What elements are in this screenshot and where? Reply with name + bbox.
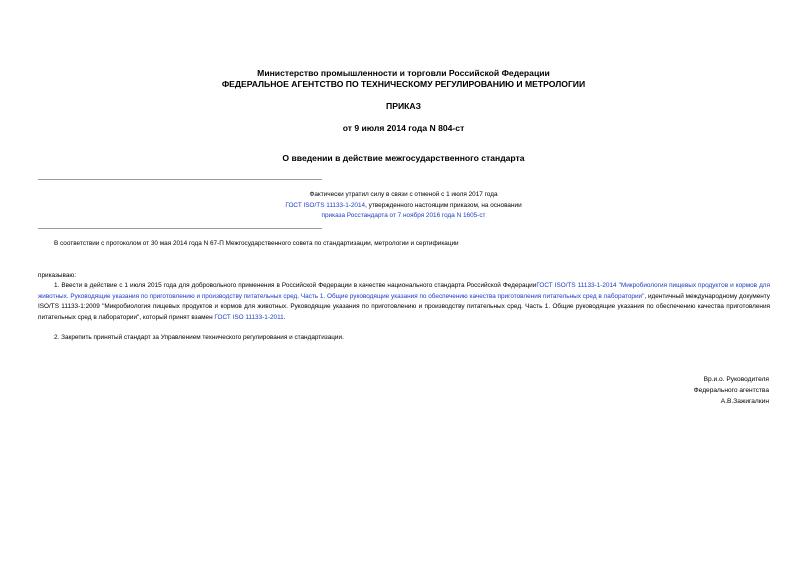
gost-iso-11133-2011-link[interactable]: ГОСТ ISO 11133-1-2011	[214, 313, 284, 321]
date-number: от 9 июля 2014 года N 804-ст	[342, 123, 465, 133]
item-1-text-b: , идентичный международному документу ISO/TS 11133-1:2009 "Микробиология пищевых продуктов и кормов для животных. Руководящие указания по приготовлению и производству питательных сред. Часть 1. Общие руководящие указания по обеспечению качества приготовления питательных сред в лаборатории", который принят взамен	[38, 292, 770, 321]
note-line-2	[0, 201, 807, 211]
agency-title: ФЕДЕРАЛЬНОЕ АГЕНТСТВО ПО ТЕХНИЧЕСКОМУ РЕГУЛИРОВАНИЮ И МЕТРОЛОГИИ	[221, 79, 586, 89]
gost-11133-link[interactable]: ГОСТ ISO/TS 11133-1-2014	[285, 202, 366, 209]
doc-type: ПРИКАЗ	[386, 101, 421, 111]
note-line-3	[0, 211, 807, 221]
signature-line-1: Вр.и.о. Руководителя	[703, 376, 769, 383]
note-line-1: Фактически утратил силу в связи с отменой с 1 июля 2017 года	[309, 191, 498, 198]
document-subject: О введении в действие межгосударственного стандарта	[282, 153, 525, 163]
signature-line-2: Федерального агентства	[693, 387, 769, 394]
signature-name: А.В.Зажигалкин	[720, 398, 769, 405]
item-2: 2. Закрепить принятый стандарт за Управлением технического регулирования и стандартизации.	[54, 334, 344, 341]
preamble: В соответствии с протоколом от 30 мая 2014 года N 67-П Межгосударственного совета по стандартизации, метрологии и сертификации	[54, 240, 459, 247]
item-1-text-c: .	[283, 313, 286, 321]
ministry-title: Министерство промышленности и торговли Российской Федерации	[257, 68, 550, 78]
order-word: приказываю:	[38, 272, 76, 279]
rosstandart-order-link[interactable]: приказа Росстандарта от 7 ноября 2016 года N 1605-ст	[321, 212, 486, 219]
item-1	[38, 281, 770, 323]
gost-iso-ts-11133-link[interactable]: ГОСТ ISO/TS 11133-1-2014 "Микробиология пищевых продуктов и кормов для животных. Руководящие указания по приготовлению и производству питательных сред. Часть 1. Общие руководящие указания по обеспечению качества приготовления питательных сред в лаборатории"	[38, 282, 770, 300]
item-1-text-a: 1. Ввести в действие с 1 июля 2015 года для добровольного применения в Российской Федерации в качестве национального стандарта Российской Федерации	[54, 282, 537, 289]
note-line-2-text: , утвержденного настоящим приказом, на основании	[365, 202, 522, 209]
divider-top	[38, 179, 322, 180]
divider-bottom	[38, 228, 322, 229]
